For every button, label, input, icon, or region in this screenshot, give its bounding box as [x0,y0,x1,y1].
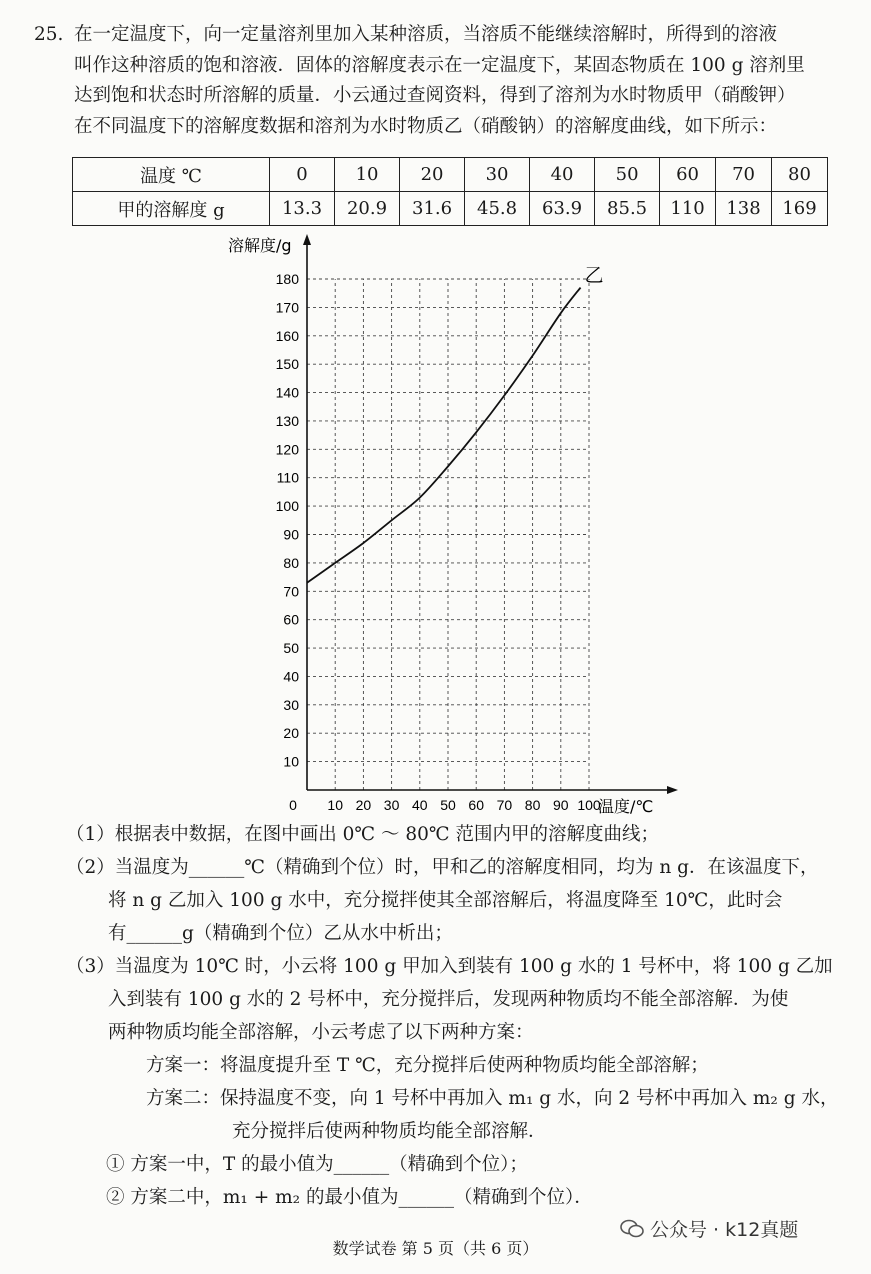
plan-1: 方案一：将温度提升至 T ℃，充分搅拌后使两种物质均能全部溶解； [146,1055,709,1076]
question-1: （1）根据表中数据，在图中画出 0℃ ～ 80℃ 范围内甲的溶解度曲线； [66,824,659,845]
table-row-temperature [73,158,828,192]
table-cell: 31.6 [400,192,465,226]
table-cell: 110 [660,192,716,226]
questions [66,818,846,1214]
table-cell: 30 [465,158,530,192]
table-cell: 13.3 [270,192,335,226]
watermark-text: 公众号 · k12真题 [650,1219,799,1241]
intro-line: 叫作这种溶质的饱和溶液．固体的溶解度表示在一定温度下，某固态物质在 100 g 溶剂里 [74,54,805,76]
table-cell: 63.9 [530,192,595,226]
origin-label: 0 [289,797,297,813]
y-tick-label: 180 [275,271,299,287]
table-cell: 40 [530,158,595,192]
x-axis-label: 温度/℃ [598,797,654,816]
question-3-line: 两种物质均能全部溶解，小云考虑了以下两种方案： [108,1022,534,1043]
y-tick-label: 80 [283,554,299,571]
table-cell: 169 [772,192,828,226]
y-tick-label: 90 [283,526,299,543]
y-tick-label: 140 [275,384,299,401]
y-tick-label: 50 [283,640,299,657]
question-2-line: 有______g（精确到个位）乙从水中析出； [108,923,453,944]
y-axis-label: 溶解度/g [228,236,292,255]
x-tick-label: 50 [440,797,456,813]
page-footer: 数学试卷 第 5 页（共 6 页） [332,1239,539,1258]
table-cell: 60 [660,158,716,192]
y-tick-label: 130 [275,412,299,429]
table-cell: 85.5 [595,192,660,226]
solubility-chart [220,228,690,818]
x-tick-label: 100 [577,797,601,813]
y-tick-label: 110 [276,469,299,486]
row-label-solubility: 甲的溶解度 g [73,192,270,226]
x-tick-label: 80 [524,797,541,813]
sub-question-2: ② 方案二中，m₁ + m₂ 的最小值为______（精确到个位）． [106,1187,593,1208]
intro-line: 达到饱和状态时所溶解的质量．小云通过查阅资料，得到了溶剂为水时物质甲（硝酸钾） [74,85,796,106]
x-axis-arrow [667,786,678,794]
table-cell: 80 [772,158,828,192]
question-3-line: （3）当温度为 10℃ 时，小云将 100 g 甲加入到装有 100 g 水的 1 号杯中，将 100 g 乙加 [66,956,833,977]
y-tick-label: 10 [283,753,299,770]
y-tick-label: 170 [275,299,299,316]
x-tick-label: 30 [383,797,400,813]
plan-2-line: 方案二：保持温度不变，向 1 号杯中再加入 m₁ g 水，向 2 号杯中再加入 m₂ g 水， [146,1088,839,1109]
x-tick-label: 40 [412,797,428,813]
table-row-solubility [73,192,828,226]
table-cell: 20.9 [335,192,400,226]
table-cell: 50 [595,158,660,192]
table-cell: 70 [716,158,772,192]
y-tick-label: 160 [275,327,299,344]
question-3-line: 入到装有 100 g 水的 2 号杯中，充分搅拌后，发现两种物质均不能全部溶解．为使 [108,989,789,1010]
table-cell: 138 [716,192,772,226]
x-tick-label: 70 [496,797,513,813]
y-tick-label: 100 [275,498,299,515]
plan-2-line: 充分搅拌后使两种物质均能全部溶解． [232,1121,547,1142]
table-cell: 10 [335,158,400,192]
table-cell: 45.8 [465,192,530,226]
y-tick-label: 60 [283,611,299,628]
y-tick-label: 120 [275,441,299,458]
problem-intro [34,20,834,142]
y-tick-label: 30 [283,696,299,713]
x-tick-label: 90 [553,797,569,813]
x-tick-label: 60 [468,797,484,813]
series-label-yi: 乙 [584,264,604,287]
series-curve-yi [307,288,581,583]
table-cell: 0 [270,158,335,192]
table-cell: 20 [400,158,465,192]
y-tick-label: 150 [275,356,299,373]
question-2-line: 将 n g 乙加入 100 g 水中，充分搅拌使其全部溶解后，将温度降至 10℃，此时会 [108,890,783,911]
sub-question-1: ① 方案一中，T 的最小值为______（精确到个位）； [106,1154,528,1175]
intro-line: 在不同温度下的溶解度数据和溶剂为水时物质乙（硝酸钠）的溶解度曲线，如下所示： [74,115,778,137]
x-tick-label: 20 [355,797,372,813]
question-2-line: （2）当温度为______℃（精确到个位）时，甲和乙的溶解度相同，均为 n g．在该温度下， [66,857,819,878]
y-tick-label: 70 [283,583,299,600]
x-tick-label: 10 [327,797,343,813]
solubility-table [72,157,828,226]
y-tick-label: 20 [283,725,299,742]
problem-number: 25. [34,24,64,45]
y-axis-arrow [303,234,311,245]
intro-line: 在一定温度下，向一定量溶剂里加入某种溶质，当溶质不能继续溶解时，所得到的溶液 [74,24,778,45]
y-tick-label: 40 [283,668,299,685]
row-label-temperature: 温度 ℃ [73,158,270,192]
